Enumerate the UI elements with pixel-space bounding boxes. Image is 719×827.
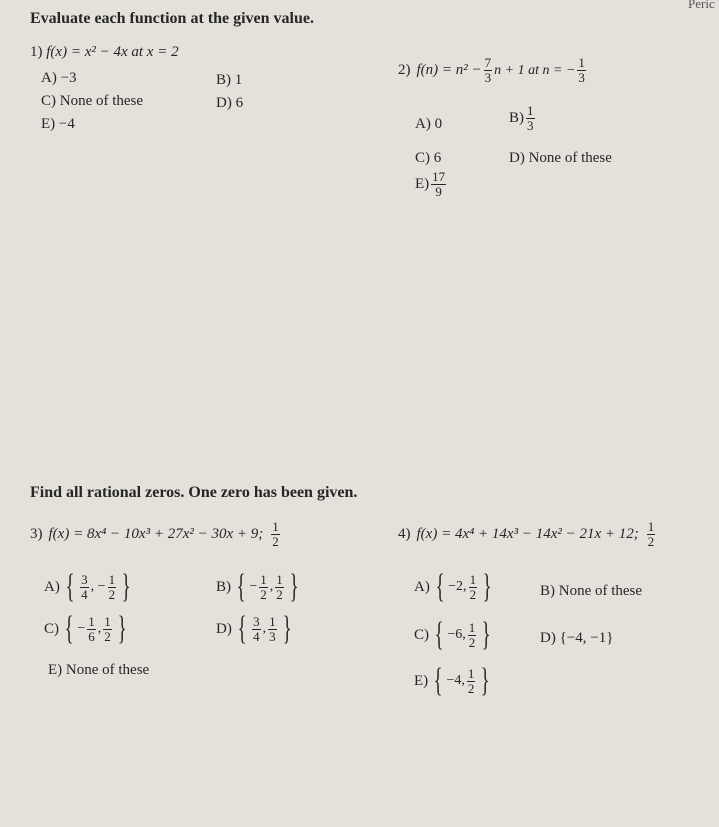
q4-prompt <box>398 520 657 549</box>
q2-fraction-2: $\frac{1}{3}$ <box>578 55 585 85</box>
q1-option-c[interactable]: C) None of these <box>41 93 144 109</box>
q2-option-d[interactable]: D) None of these <box>509 150 612 166</box>
q4-given-zero: $\frac{1}{2}$ <box>647 519 655 549</box>
q4-option-e[interactable]: E) { −4, $\frac{1}{2}$ } <box>414 662 491 699</box>
q1-function: f(x) = x² − 4x at x = 2 <box>46 44 179 60</box>
q1-number: 1) <box>30 44 43 60</box>
q1-option-a[interactable]: A) −3 <box>41 70 77 86</box>
q1-option-e[interactable]: E) −4 <box>41 116 75 132</box>
q4-function: f(x) = 4x⁴ + 14x³ − 14x² − 21x + 12; <box>416 526 639 542</box>
q2-option-c[interactable]: C) 6 <box>415 150 442 166</box>
q1-option-d[interactable]: D) 6 <box>216 95 244 111</box>
q3-function: f(x) = 8x⁴ − 10x³ + 27x² − 30x + 9; <box>48 526 264 542</box>
section2-heading: Find all rational zeros. One zero has been given. <box>30 484 358 501</box>
section1-heading: Evaluate each function at the given value. <box>30 10 314 27</box>
q3-option-d[interactable]: D) { $\frac{3}{4}$ , $\frac{1}{3}$ } <box>216 610 292 647</box>
q2-option-e[interactable]: E) $\frac{17}{9}$ <box>415 169 446 199</box>
q2-function-mid: n + 1 at n = − <box>494 62 576 78</box>
q3-option-b[interactable]: B) { − $\frac{1}{2}$ , $\frac{1}{2}$ } <box>216 568 299 605</box>
q2-fraction-1: $\frac{7}{3}$ <box>484 55 492 85</box>
q3-option-a[interactable]: A) { $\frac{3}{4}$ , − $\frac{1}{2}$ } <box>44 568 131 605</box>
q3-number: 3) <box>30 526 43 542</box>
q4-option-a[interactable]: A) { −2, $\frac{1}{2}$ } <box>414 568 492 605</box>
q3-option-c[interactable]: C) { − $\frac{1}{6}$ , $\frac{1}{2}$ } <box>44 610 127 647</box>
q2-option-a[interactable]: A) 0 <box>415 116 443 132</box>
q4-number: 4) <box>398 526 411 542</box>
q2-number: 2) <box>398 62 411 78</box>
q4-option-b[interactable]: B) None of these <box>540 583 643 599</box>
corner-text: Peric <box>688 0 715 11</box>
q2-option-b[interactable]: B) $\frac{1}{3}$ <box>509 103 534 133</box>
q2-prompt <box>398 56 588 85</box>
q1-option-b[interactable]: B) 1 <box>216 72 243 88</box>
q3-given-zero: $\frac{1}{2}$ <box>272 519 279 549</box>
q4-option-d[interactable]: D) {−4, −1} <box>540 630 614 646</box>
q3-option-e[interactable]: E) None of these <box>48 662 150 678</box>
q4-option-c[interactable]: C) { −6, $\frac{1}{2}$ } <box>414 616 491 653</box>
q1-prompt <box>30 44 179 61</box>
q3-prompt <box>30 520 282 549</box>
q2-function-lhs: f(n) = n² − <box>416 62 482 78</box>
